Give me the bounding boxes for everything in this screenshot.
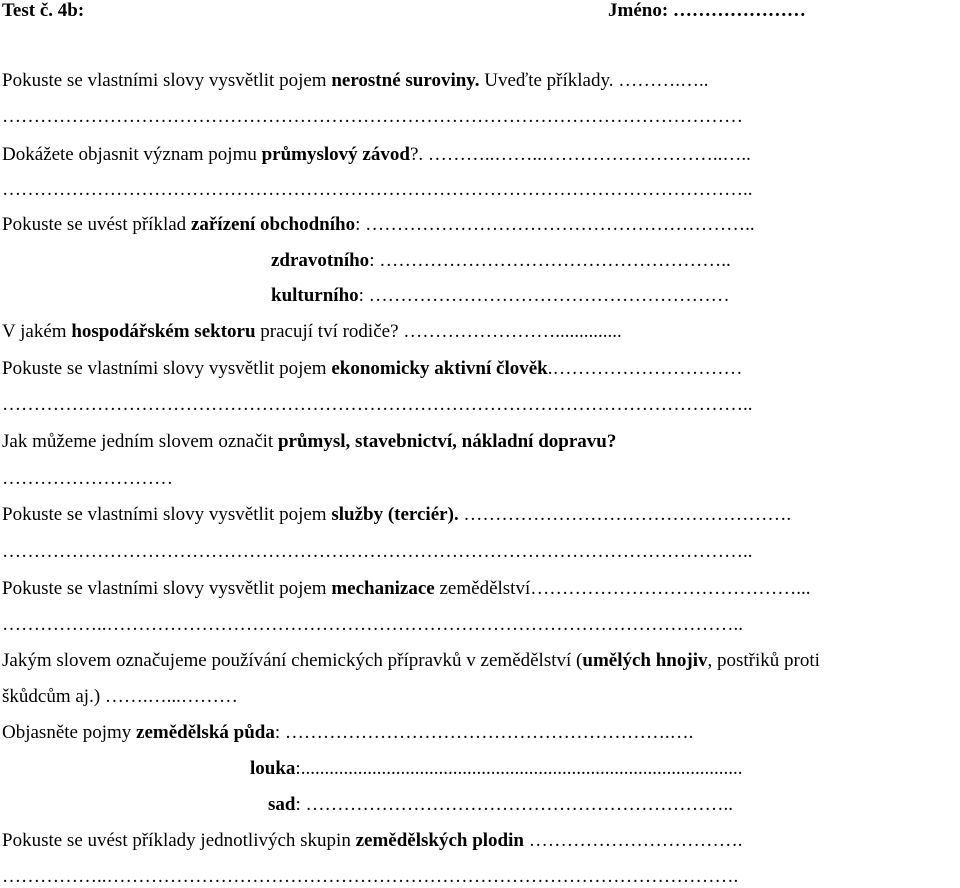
answer-blank[interactable]: .………………………… bbox=[547, 358, 743, 379]
question-5: Pokuste se vlastními slovy vysvětlit pojem ekonomicky aktivní člověk.………………………… bbox=[2, 358, 743, 379]
answer-line[interactable]: ……………..………………………………………………………………………………………. bbox=[2, 866, 739, 887]
question-4: V jakém hospodářském sektoru pracují tví rodiče? …………………….............. bbox=[2, 321, 622, 342]
answer-blank[interactable]: : ………………………………………………… bbox=[358, 285, 730, 306]
answer-line[interactable]: ……………..……………………………………………………………………………………….. bbox=[2, 614, 743, 635]
name-label: Jméno: bbox=[608, 0, 669, 21]
answer-blank[interactable]: pracují tví rodiče? …………………….............. bbox=[255, 321, 622, 342]
question-3-culture: kulturního: ………………………………………………… bbox=[271, 285, 730, 306]
answer-line[interactable]: ……………………… bbox=[2, 468, 173, 489]
answer-line[interactable]: ……………………………………………………………………………………………………….. bbox=[2, 394, 753, 415]
answer-blank[interactable]: : …………………………………………………….…. bbox=[274, 722, 694, 743]
test-title: Test č. 4b: bbox=[2, 0, 85, 21]
answer-blank[interactable]: Uveďte příklady. ……….….. bbox=[479, 70, 709, 91]
answer-blank[interactable]: : ………………………………………………………….. bbox=[295, 794, 733, 815]
name-field[interactable] bbox=[608, 0, 806, 22]
name-blank[interactable]: ………………… bbox=[668, 0, 806, 21]
answer-blank[interactable]: ……………………………………………. bbox=[458, 504, 792, 525]
answer-blank[interactable]: ……………………………. bbox=[523, 830, 743, 851]
question-8: Pokuste se vlastními slovy vysvětlit pojem mechanizace zemědělství……………………………………... bbox=[2, 578, 811, 599]
question-3: Pokuste se uvést příklad zařízení obchodního: …………………………………………………….. bbox=[2, 214, 755, 235]
answer-line[interactable]: ……………………………………………………………………………………………………….. bbox=[2, 179, 753, 200]
question-10: Objasněte pojmy zemědělská půda: …………………………………………………….…. bbox=[2, 722, 694, 743]
answer-line[interactable]: ……………………………………………………………………………………………………… bbox=[2, 106, 743, 127]
question-10-orchard: sad: ………………………………………………………….. bbox=[268, 794, 733, 815]
question-1: Pokuste se vlastními slovy vysvětlit pojem nerostné suroviny. Uveďte příklady. ……….….. bbox=[2, 70, 709, 91]
question-2: Dokážete objasnit význam pojmu průmyslový závod?. ………..……..………………………..….. bbox=[2, 144, 751, 165]
answer-line[interactable]: ……………………………………………………………………………………………………….. bbox=[2, 541, 753, 562]
answer-line[interactable]: škůdcům aj.) …….…...……… bbox=[2, 686, 238, 707]
answer-blank[interactable]: : ……………………………………………….. bbox=[369, 250, 731, 271]
question-11: Pokuste se uvést příklady jednotlivých skupin zemědělských plodin ……………………………. bbox=[2, 830, 743, 851]
question-10-meadow: louka:............................................................................................. bbox=[250, 758, 743, 779]
question-9: Jakým slovem označujeme používání chemických přípravků v zemědělství (umělých hnojiv, postřiků proti bbox=[2, 650, 820, 671]
question-6: Jak můžeme jedním slovem označit průmysl, stavebnictví, nákladní dopravu? bbox=[2, 431, 617, 452]
answer-blank[interactable]: :............................................................................................. bbox=[295, 758, 743, 779]
question-7: Pokuste se vlastními slovy vysvětlit pojem služby (terciér). ……………………………………………. bbox=[2, 504, 792, 525]
answer-blank[interactable]: ?. ………..……..………………………..….. bbox=[409, 144, 751, 165]
question-3-health: zdravotního: ……………………………………………….. bbox=[271, 250, 731, 271]
answer-blank[interactable]: : …………………………………………………….. bbox=[355, 214, 755, 235]
answer-blank[interactable]: zemědělství……………………………………... bbox=[434, 578, 811, 599]
